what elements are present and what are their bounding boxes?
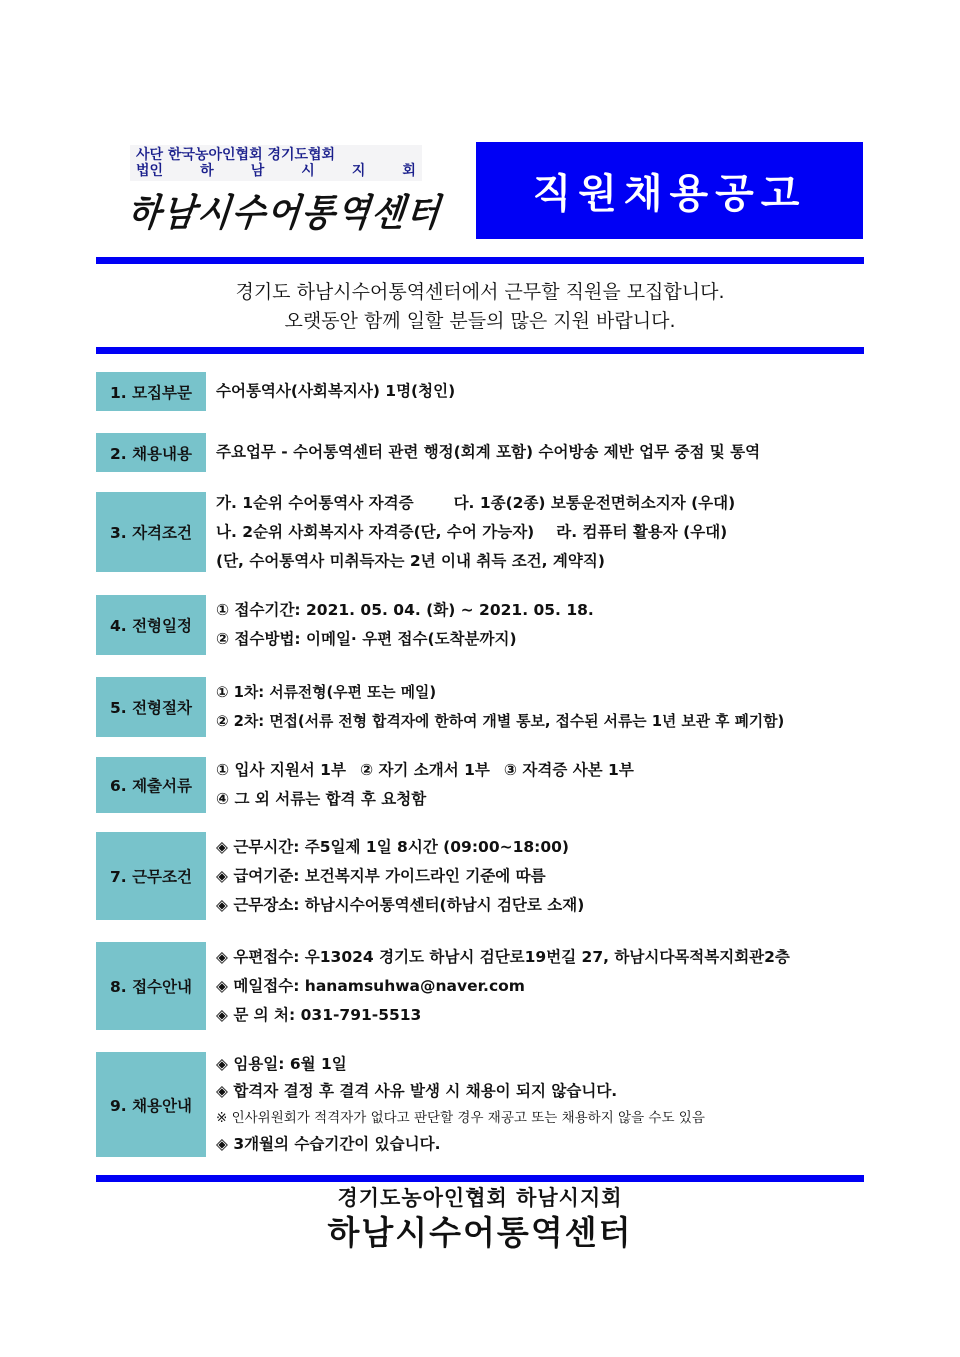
logo-word: 하 [200,163,214,179]
logo-org-name: 사단 한국농아인협회 경기도협회 [136,147,336,163]
section-line: ◈ 우편접수: 우13024 경기도 하남시 검단로19번길 27, 하남시다목적복지회관2층 [216,947,790,966]
qualification-item: 나. 2순위 사회복지사 자격증(단, 수어 가능자) [216,522,535,541]
intro-line: 오랫동안 함께 일할 분들의 많은 지원 바랍니다. [284,310,676,332]
logo-word: 시 [301,163,315,179]
email-line: ◈ 메일접수: hanamsuhwa@naver.com [216,976,525,995]
divider-rule [96,347,864,354]
document-item: ① 입사 지원서 1부 [216,761,346,779]
section-line: ◈ 근무시간: 주5일제 1일 8시간 (09:00~18:00) [216,837,570,856]
section-body [206,757,634,813]
section-line: ◈ 합격자 결정 후 결격 사유 발생 시 채용이 되지 않습니다. [216,1082,618,1100]
section-line: ① 1차: 서류전형(우편 또는 메일) [216,684,437,701]
logo-branch-name [136,163,416,179]
intro-line: 경기도 하남시수어통역센터에서 근무할 직원을 모집합니다. [235,281,725,303]
divider-rule [96,257,864,264]
section-line: ② 2차: 면접(서류 전형 합격자에 한하여 개별 통보, 접수된 서류는 1년 보관 후 폐기함) [216,713,785,730]
logo-word: 회 [402,163,416,179]
section-label: 3. 자격조건 [96,492,206,572]
logo-word: 지 [351,163,366,179]
section-line [216,756,634,785]
footer-center-name: 하남시수어통역센터 [327,1213,633,1252]
section-body [206,677,784,737]
section-hiring-info [96,1052,864,1157]
section-documents [96,757,864,813]
document-item: ③ 자격증 사본 1부 [503,761,634,779]
section-application-info [96,942,864,1030]
phone-line: ◈ 문 의 처: 031-791-5513 [216,1005,422,1024]
section-line: ◈ 3개월의 수습기간이 있습니다. [216,1135,441,1153]
document-item: ② 자기 소개서 1부 [359,761,490,779]
section-line [216,489,735,518]
logo-word: 법인 [136,163,164,179]
section-recruitment-field [96,372,864,411]
section-line: ◈ 임용일: 6월 1일 [216,1055,347,1073]
section-label: 1. 모집부문 [96,372,206,411]
section-line [216,518,735,547]
section-body [206,372,455,411]
section-line: ◈ 급여기준: 보건복지부 가이드라인 기준에 따름 [216,866,546,885]
section-label: 6. 제출서류 [96,757,206,813]
footer-organization: 경기도농아인협회 하남시지회 [337,1186,623,1210]
section-job-content [96,433,864,472]
section-label: 8. 접수안내 [96,942,206,1030]
calligraphy-logo: 하남시수어통역센터 [125,191,444,236]
section-line: ◈ 근무장소: 하남시수어통역센터(하남시 검단로 소재) [216,895,585,914]
section-body [206,595,594,655]
title-banner [476,142,863,239]
section-label: 9. 채용안내 [96,1052,206,1157]
qualification-item: 가. 1순위 수어통역사 자격증 [216,493,414,512]
section-body [206,942,790,1030]
section-line: ① 접수기간: 2021. 05. 04. (화) ~ 2021. 05. 18. [216,601,594,619]
section-body [206,832,584,920]
section-line: 주요업무 - 수어통역센터 관련 행정(회계 포함) 수어방송 제반 업무 중점 및 통역 [216,443,761,461]
note-line: ※ 인사위원회가 적격자가 없다고 판단할 경우 재공고 또는 채용하지 않을 수도 있음 [216,1110,705,1126]
section-qualifications [96,492,864,572]
section-body [206,492,735,572]
section-body [206,433,760,472]
section-procedure [96,677,864,737]
section-label: 7. 근무조건 [96,832,206,920]
section-body [206,1052,705,1157]
section-work-conditions [96,832,864,920]
section-schedule [96,595,864,655]
section-line: (단, 수어통역사 미취득자는 2년 이내 취득 조건, 계약직) [216,551,605,570]
organization-logo-box [130,145,422,181]
page-title: 직원채용공고 [532,170,807,217]
section-label: 2. 채용내용 [96,433,206,472]
section-label: 5. 전형절차 [96,677,206,737]
section-line: ④ 그 외 서류는 합격 후 요청함 [216,790,427,808]
logo-word: 남 [250,163,265,179]
divider-rule [96,1175,864,1182]
section-line: ② 접수방법: 이메일· 우편 접수(도착분까지) [216,630,517,648]
intro-text [96,278,864,336]
section-line: 수어통역사(사회복지사) 1명(청인) [216,382,456,400]
qualification-item: 다. 1종(2종) 보통운전면허소지자 (우대) [453,493,736,512]
qualification-item: 라. 컴퓨터 활용자 (우대) [556,522,728,541]
section-label: 4. 전형일정 [96,595,206,655]
